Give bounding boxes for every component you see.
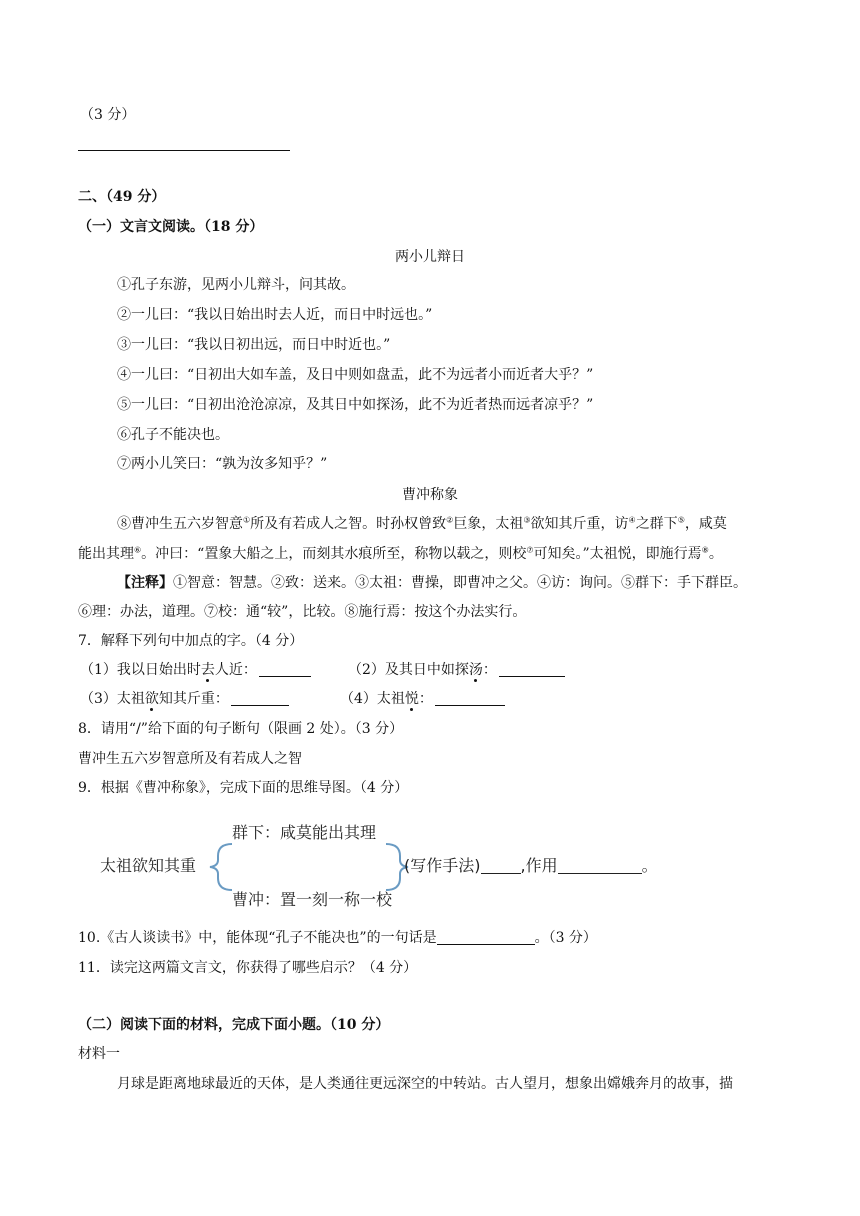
map-top-branch: 群下：咸莫能出其理 [232, 823, 377, 842]
answer-blank[interactable] [437, 930, 535, 945]
answer-line[interactable] [78, 150, 290, 151]
text: 10.《古人谈读书》中，能体现“孔子不能决也”的一句话是 [78, 930, 437, 946]
text: ： [482, 662, 497, 678]
answer-blank[interactable] [558, 857, 642, 874]
note-ref: ④ [628, 515, 636, 525]
note-ref: ③ [523, 515, 531, 525]
dotted-char: 汤 [468, 662, 483, 678]
text2-title: 曹冲称象 [402, 487, 458, 503]
part1-heading: （一）文言文阅读。（18 分） [78, 219, 264, 235]
text1-para-2: ②一儿曰：“我以日始出时去人近，而日中时远也。” [117, 307, 433, 323]
text: 能出其理 [78, 546, 134, 562]
note-ref: ⑧ [701, 545, 709, 555]
text: 作用 [525, 856, 558, 875]
text: (写作手法) [404, 856, 481, 875]
score-line: （3 分） [80, 107, 136, 123]
text2-para-8-line2 [78, 545, 723, 563]
text: 之群下 [635, 516, 678, 532]
note-label: 【注释】 [117, 575, 173, 591]
text: （4）太祖 [340, 691, 405, 707]
material-label: 材料一 [78, 1046, 120, 1062]
mind-map [0, 810, 860, 920]
text: 所及有若成人之智。时孙权曾致 [250, 516, 447, 532]
text1-para-5: ⑤一儿曰：“日初出沧沧凉凉，及其日中如探汤，此不为近者热而远者凉乎？” [117, 397, 594, 413]
answer-blank[interactable] [231, 691, 289, 706]
text1-para-7: ⑦两小儿笑曰：“孰为汝多知乎？” [117, 456, 328, 472]
map-bottom-branch: 曹冲：置一刻一称一校 [232, 890, 393, 909]
note-ref: ⑦ [526, 545, 534, 555]
part2-heading: （二）阅读下面的材料，完成下面小题。（10 分） [78, 1017, 390, 1033]
text: 。冲曰：“置象大船之上，而刻其水痕所至，称物以载之，则校 [141, 546, 527, 562]
text: ，咸莫 [684, 516, 727, 532]
map-method [404, 856, 658, 876]
note-ref: ⑤ [677, 515, 685, 525]
map-root: 太祖欲知其重 [100, 856, 197, 875]
material-paragraph: 月球是距离地球最近的天体，是人类通往更远深空的中转站。古人望月，想象出嫦娥奔月的故事，描 [117, 1076, 733, 1092]
dotted-char: 去 [200, 662, 215, 678]
q7-item-3 [80, 690, 289, 708]
text: ： [418, 691, 433, 707]
text: 人近： [214, 662, 257, 678]
text: （3）太祖 [80, 691, 145, 707]
text: 巨象，太祖 [453, 516, 524, 532]
text: 。（3 分） [534, 930, 597, 946]
text: 可知矣。”太祖悦，即施行焉 [533, 546, 702, 562]
text: 。 [708, 546, 723, 562]
text2-para-8-line1 [117, 515, 727, 533]
note-ref: ⑥ [134, 545, 142, 555]
question-8: 8．请用“/”给下面的句子断句（限画 2 处）。（3 分） [78, 721, 404, 737]
section-heading: 二、（49 分） [78, 189, 166, 205]
q7-item-1 [80, 661, 311, 679]
text1-title: 两小儿辩日 [395, 249, 465, 265]
dotted-char: 悦 [404, 691, 419, 707]
notes-line2: ⑥理：办法，道理。⑦校：通“较”，比较。⑧施行焉：按这个办法实行。 [78, 604, 527, 620]
question-7: 7．解释下列句中加点的字。（4 分） [78, 633, 304, 649]
question-9: 9．根据《曹冲称象》，完成下面的思维导图。（4 分） [78, 780, 409, 796]
text1-para-6: ⑥孔子不能决也。 [117, 427, 229, 443]
text: 知其斤重： [158, 691, 229, 707]
answer-blank[interactable] [481, 857, 521, 874]
question-10 [78, 929, 597, 947]
text: 。 [641, 856, 658, 875]
text: 欲知其斤重，访 [530, 516, 629, 532]
text1-para-3: ③一儿曰：“我以日初出远，而日中时近也。” [117, 337, 391, 353]
note-text: ①智意：智慧。②致：送来。③太祖：曹操，即曹冲之父。④访：询问。⑤群下：手下群臣。 [173, 575, 747, 591]
q7-item-4 [340, 690, 505, 708]
answer-blank[interactable] [259, 662, 311, 677]
text: （2）及其日中如探 [348, 662, 469, 678]
text1-para-1: ①孔子东游，见两小儿辩斗，问其故。 [117, 277, 355, 293]
notes-line1 [117, 574, 747, 592]
text: , [520, 856, 526, 875]
q7-item-2 [348, 661, 565, 679]
text: ⑧曹冲生五六岁智意 [117, 516, 243, 532]
q8-sentence: 曹冲生五六岁智意所及有若成人之智 [78, 751, 302, 767]
note-ref: ② [446, 515, 454, 525]
answer-blank[interactable] [435, 691, 505, 706]
note-ref: ① [243, 515, 251, 525]
text: （1）我以日始出时 [80, 662, 201, 678]
text1-para-4: ④一儿曰：“日初出大如车盖，及日中则如盘盂，此不为远者小而近者大乎？” [117, 367, 594, 383]
dotted-char: 欲 [144, 691, 159, 707]
answer-blank[interactable] [499, 662, 565, 677]
question-11: 11．读完这两篇文言文，你获得了哪些启示？（4 分） [78, 960, 418, 976]
